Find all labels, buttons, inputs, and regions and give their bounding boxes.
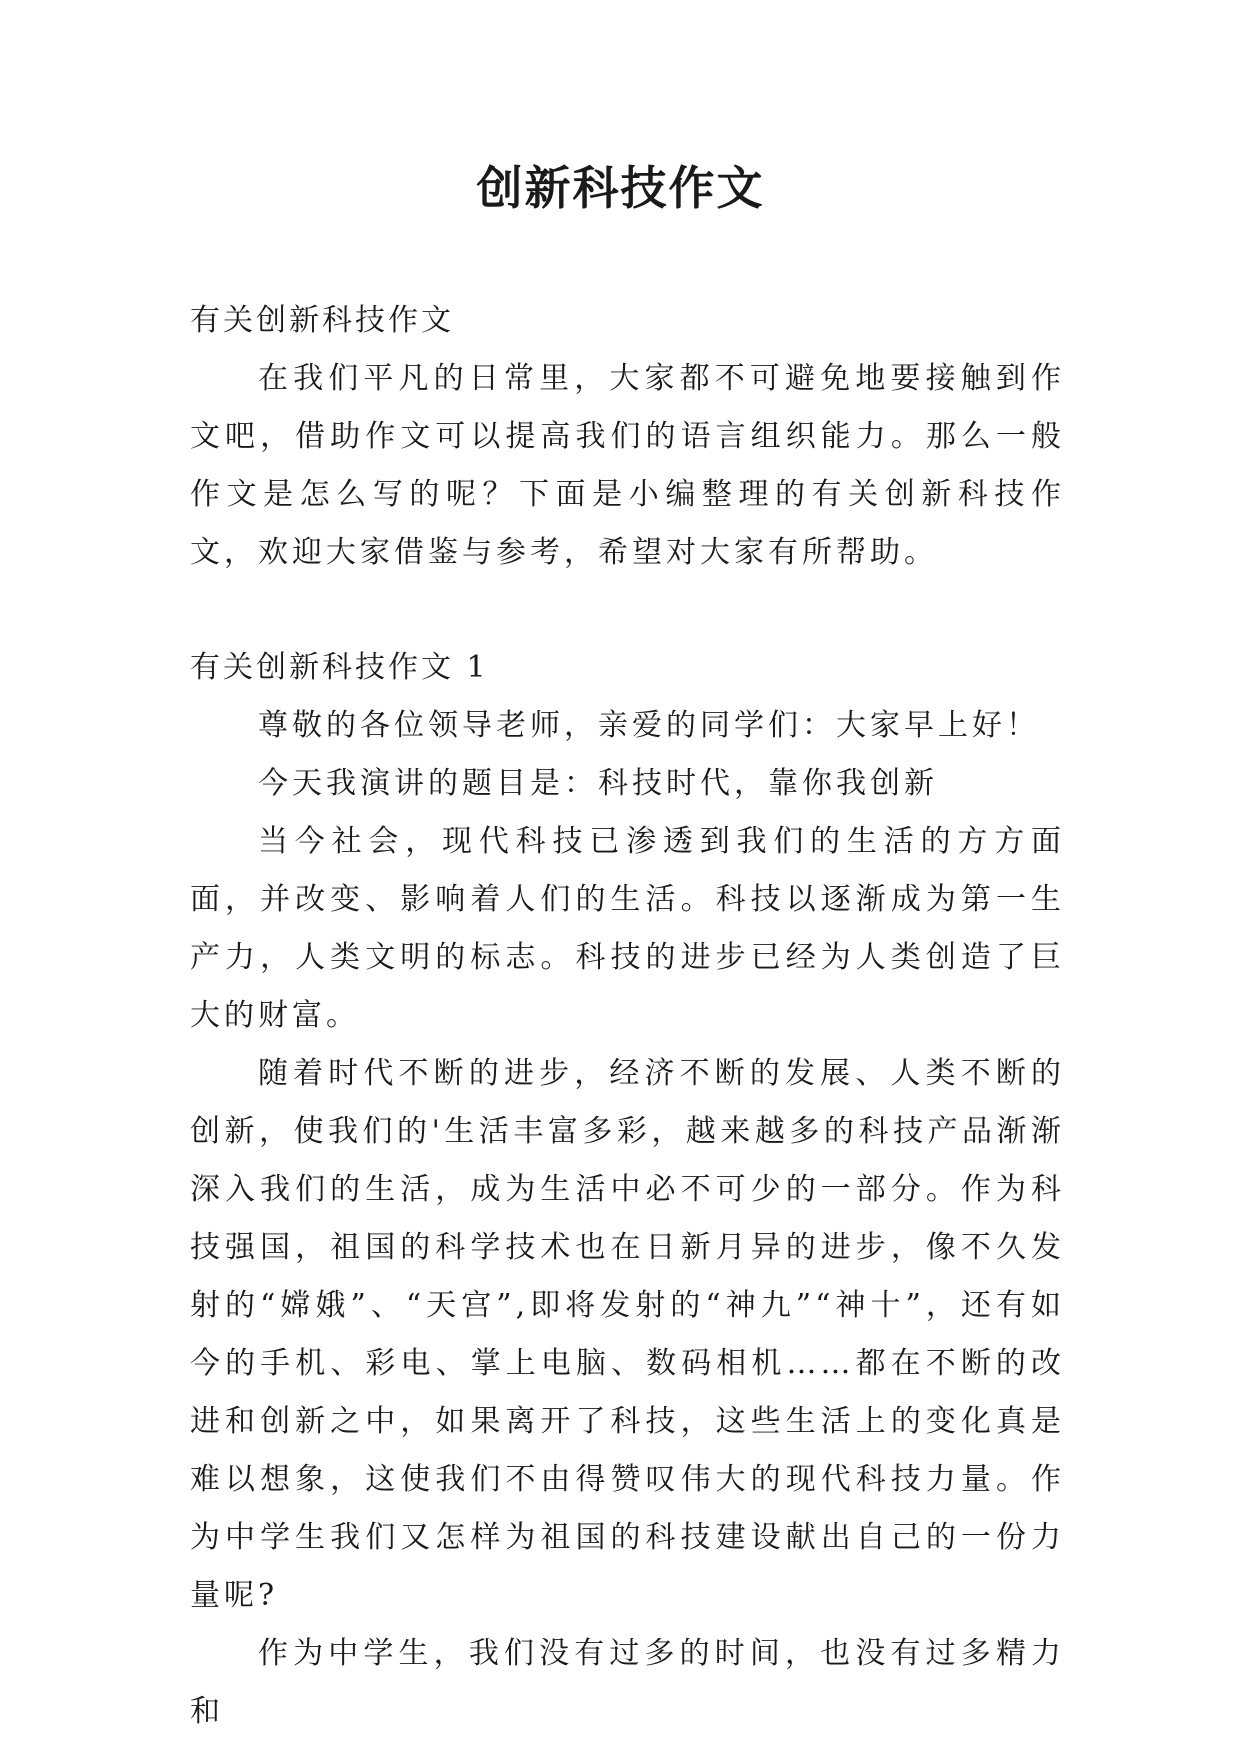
- page-title: 创新科技作文: [476, 161, 765, 215]
- intro-heading: 有关创新科技作文: [190, 303, 454, 338]
- body-paragraph: 作为中学生，我们没有过多的时间，也没有过多精力和: [190, 1636, 1065, 1729]
- section-heading-1: 有关创新科技作文 1: [190, 650, 489, 685]
- document-body: [190, 292, 1065, 1741]
- body-paragraph: 尊敬的各位领导老师，亲爱的同学们：大家早上好！: [258, 708, 1040, 743]
- body-paragraph: 今天我演讲的题目是：科技时代，靠你我创新: [258, 766, 938, 801]
- intro-paragraph: 在我们平凡的日常里，大家都不可避免地要接触到作文吧，借助作文可以提高我们的语言组织能力。那么一般作文是怎么写的呢？下面是小编整理的有关创新科技作文，欢迎大家借鉴与参考，希望对大家有所帮助。: [190, 361, 1065, 570]
- body-paragraph: 随着时代不断的进步，经济不断的发展、人类不断的创新，使我们的'生活丰富多彩，越来越多的科技产品渐渐深入我们的生活，成为生活中必不可少的一部分。作为科技强国，祖国的科学技术也在日新月异的进步，像不久发射的“嫦娥”、“天宫”,即将发射的“神九”“神十”，还有如今的手机、彩电、掌上电脑、数码相机……都在不断的改进和创新之中，如果离开了科技，这些生活上的变化真是难以想象，这使我们不由得赞叹伟大的现代科技力量。作为中学生我们又怎样为祖国的科技建设献出自己的一份力量呢?: [190, 1056, 1065, 1613]
- body-paragraph: 当今社会，现代科技已渗透到我们的生活的方方面面，并改变、影响着人们的生活。科技以逐渐成为第一生产力，人类文明的标志。科技的进步已经为人类创造了巨大的财富。: [190, 824, 1065, 1033]
- section-spacer: [190, 582, 1065, 639]
